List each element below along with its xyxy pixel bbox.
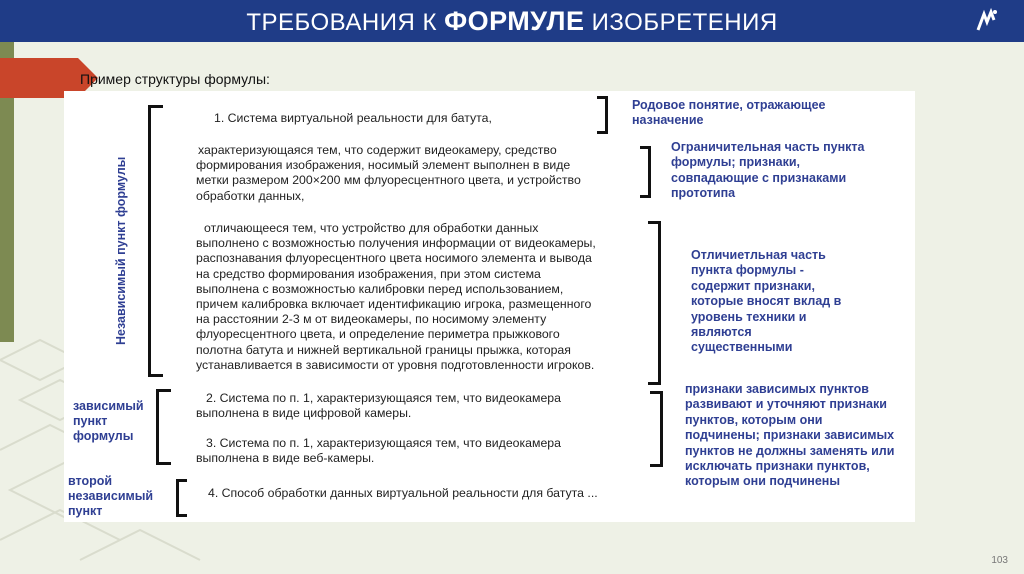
text-line: выполнена в виде веб-камеры. — [196, 451, 375, 466]
text-line: обработки данных, — [196, 188, 305, 203]
note-line: Родовое понятие, отражающее — [632, 98, 826, 112]
label-line: зависимый — [73, 399, 144, 413]
note-line: назначение — [632, 113, 704, 128]
label-line: независимый — [68, 489, 154, 503]
text-line: 3. Система по п. 1, характеризующаяся тем, что видеокамера — [206, 436, 561, 450]
text-line: устанавливается в зависимости от уровня подготовленности игроков. — [196, 357, 595, 372]
note-line: совпадающие с признаками — [671, 170, 847, 185]
note-line: подчинены; признаки зависимых — [685, 428, 895, 443]
dependent-claim-label — [73, 399, 144, 444]
independent-claim-label: Независимый пункт формулы — [114, 156, 128, 345]
text-line: метки размером 200×200 мм флуоресцентного цвета, и устройство — [196, 173, 581, 188]
text-line: формирования изображения, носимый элемент выполнен в виде — [196, 158, 571, 173]
text-line: распознавания флуоресцентного цвета носимого элемента и вывода — [196, 251, 592, 266]
text-line: характеризующаяся тем, что содержит видеокамеру, средство — [198, 143, 557, 157]
label-line: пункт — [73, 414, 108, 428]
note-bracket-4 — [650, 391, 663, 467]
second-bracket — [176, 479, 187, 517]
independent-bracket — [148, 105, 163, 377]
note-line: являются — [691, 325, 752, 340]
text-line: на расстоянии 2-3 м от видеокамеры, по носимому элементу — [196, 312, 547, 327]
claim-4: 4. Способ обработки данных виртуальной реальности для батута ... — [208, 486, 598, 500]
note-distinctive-part — [691, 248, 841, 356]
note-line: признаки зависимых пунктов — [685, 382, 869, 396]
label-line: формулы — [73, 429, 134, 443]
note-line: существенными — [691, 340, 793, 355]
text-line: выполнена в виде цифровой камеры. — [196, 406, 412, 421]
claim-2 — [196, 391, 561, 421]
claim-1-distinctive — [196, 221, 596, 373]
logo-icon — [972, 6, 1002, 36]
subtitle: Пример структуры формулы: — [80, 71, 270, 87]
note-line: Отличиетльная часть — [691, 248, 826, 262]
note-line: уровень техники и — [691, 309, 807, 324]
dependent-bracket — [156, 389, 171, 465]
text-line: отличающееся тем, что устройство для обработки данных — [204, 221, 539, 235]
note-line: формулы; признаки, — [671, 155, 800, 170]
note-line: прототипа — [671, 186, 736, 201]
text-line: выполнена с возможностью калибровки перед использованием, — [196, 281, 564, 296]
note-bracket-1 — [597, 96, 608, 134]
label-line: второй — [68, 474, 113, 488]
title-part-2: ИЗОБРЕТЕНИЯ — [584, 9, 778, 36]
slide-header — [0, 0, 1024, 42]
claim-1: 1. Система виртуальной реальности для батута, — [214, 111, 492, 125]
note-line: содержит признаки, — [691, 278, 815, 293]
note-dependent-claims — [685, 382, 894, 490]
note-line: которым они подчинены — [685, 474, 841, 489]
note-line: пунктов, которым они — [685, 412, 823, 427]
label-line: пункт — [68, 504, 103, 518]
slide-title — [0, 6, 1024, 37]
text-line: причем калибровка включает идентификацию игрока, размещенного — [196, 297, 592, 312]
text-line: полотна батута и нижней вертикальной границы прыжка, которая — [196, 342, 571, 357]
title-emphasis: ФОРМУЛЕ — [444, 6, 585, 36]
second-independent-label — [68, 474, 153, 519]
note-line: которые вносят вклад в — [691, 294, 842, 309]
note-line: развивают и уточняют признаки — [685, 397, 887, 412]
page-number: 103 — [991, 555, 1008, 566]
text-line: 2. Система по п. 1, характеризующаяся тем, что видеокамера — [206, 391, 561, 405]
note-restrictive-part — [671, 140, 864, 202]
note-line: Ограничительная часть пункта — [671, 140, 865, 154]
note-line: исключать признаки пунктов, — [685, 459, 870, 474]
note-bracket-2 — [640, 146, 651, 198]
text-line: выполнено с возможностью получения информации от видеокамеры, — [196, 236, 596, 251]
note-line: пунктов не должны заменять или — [685, 443, 895, 458]
title-part-1: ТРЕБОВАНИЯ К — [246, 9, 445, 36]
note-bracket-3 — [648, 221, 661, 385]
note-line: пункта формулы - — [691, 263, 804, 278]
text-line: на средство формирования изображения, при этом система — [196, 266, 541, 281]
text-line: флуоресцентного цвета, и определение периметра прыжкового — [196, 327, 560, 342]
claim-1-preamble — [196, 143, 581, 204]
claim-3 — [196, 436, 561, 466]
note-generic-concept — [632, 98, 826, 129]
